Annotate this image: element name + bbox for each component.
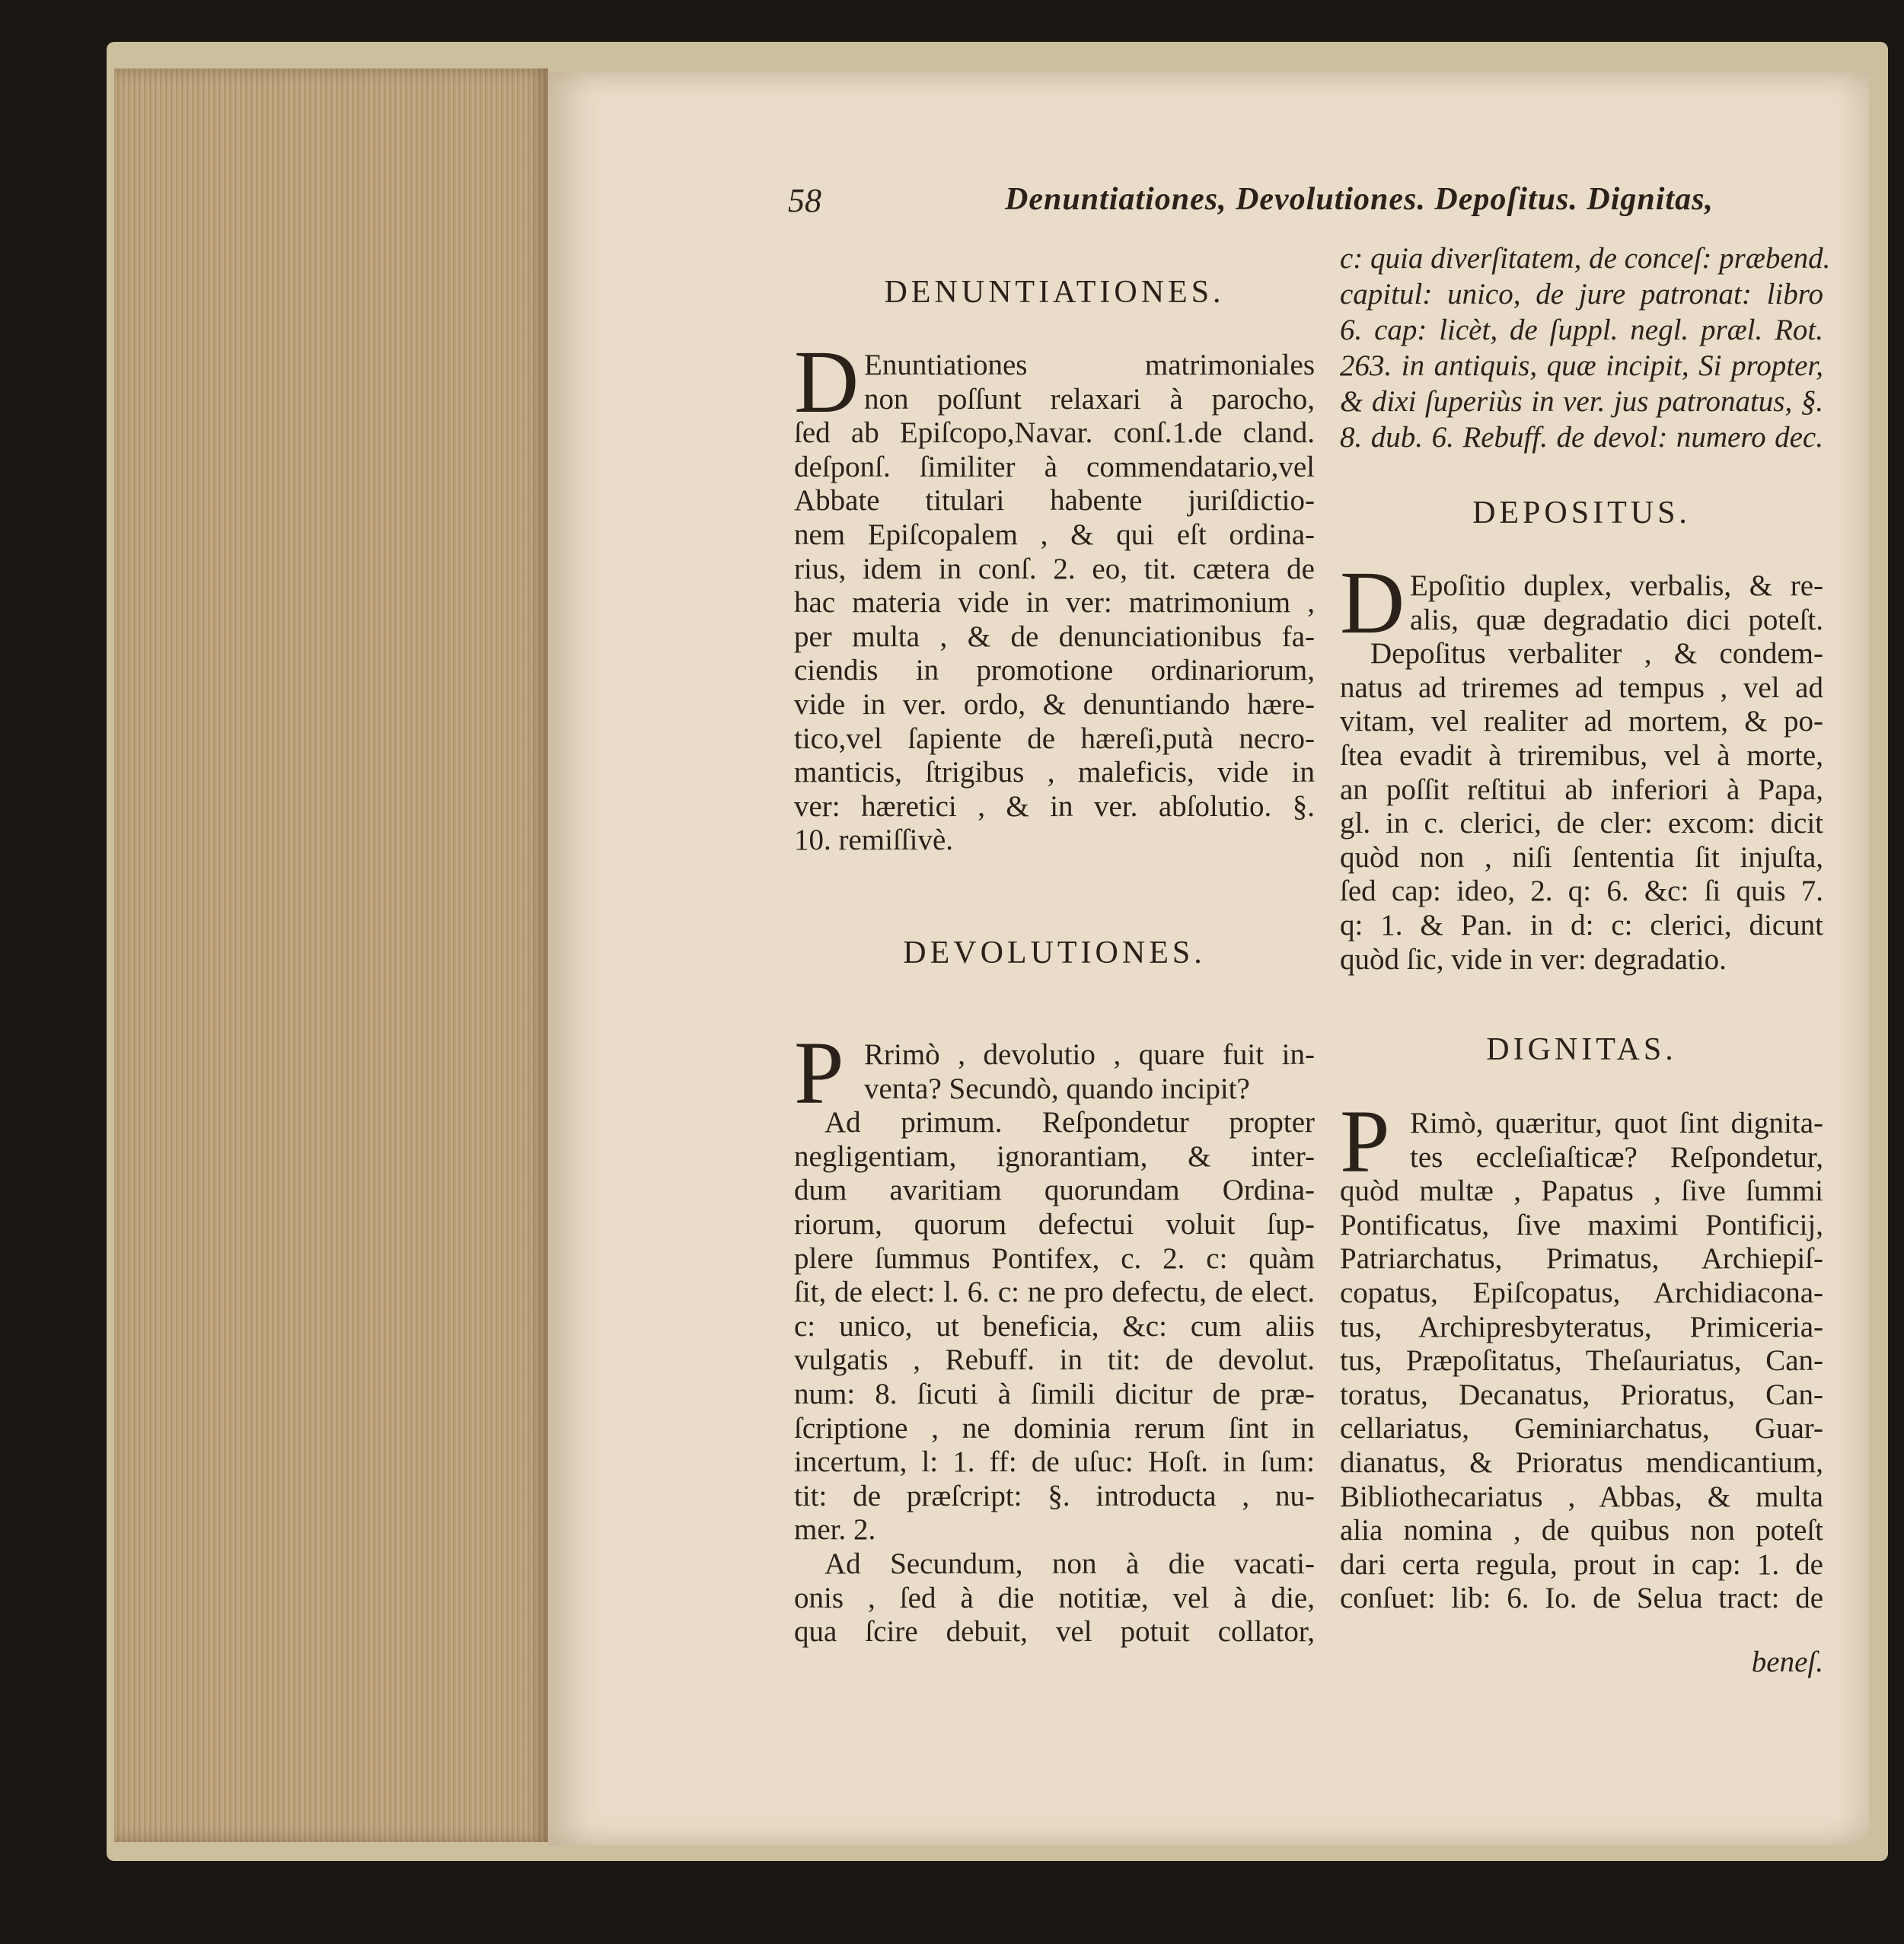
text-line: gl. in c. clerici, de cler: excom: dicit [1340,807,1823,840]
text-line: Bibliothecariatus , Abbas, & multa [1340,1480,1823,1513]
text-line: Rrimò , devolutio , quare fuit in- [864,1038,1315,1071]
text-line: Enuntiationes matrimoniales [864,349,1315,381]
text-line: dari certa regula, prout in cap: 1. de [1340,1547,1823,1581]
text-line: manticis, ſtrigibus , maleficis, vide in [794,756,1315,789]
text-line: rius, idem in conſ. 2. eo, tit. cætera de [794,552,1315,585]
text-line: Depoſitus verbaliter , & condem- [1370,637,1823,671]
section-heading-denuntiationes: DENUNTIATIONES. [884,275,1225,310]
text-line: q: 1. & Pan. in d: c: clerici, dicunt [1340,909,1823,942]
text-line: ſtea evadit à triremibus, vel à morte, [1340,739,1823,772]
text-line: c: unico, ut beneficia, &c: cum aliis [794,1309,1315,1343]
section-heading-depositus: DEPOSITUS. [1472,496,1691,531]
text-line: plere ſummus Pontifex, c. 2. c: quàm [794,1241,1315,1275]
running-head: Denuntiationes, Devolutiones. Depoſitus. Dignitas, [1005,182,1714,217]
text-line: ver: hæretici , & in ver. abſolutio. §. [794,789,1315,823]
text-line: hac materia vide in ver: matrimonium , [794,586,1315,620]
text-line: 8. dub. 6. Rebuff. de devol: numero dec. [1340,421,1823,454]
page-number: 58 [788,182,821,219]
text-line: per multa , & de denunciationibus fa- [794,620,1315,653]
text-line: Pontificatus, ſive maximi Pontificij, [1340,1208,1823,1241]
text-line: qua ſcire debuit, vel potuit collator, [794,1615,1315,1649]
text-line: non poſſunt relaxari à parocho, [864,382,1315,416]
text-line: tit: de præſcript: §. introducta , nu- [794,1479,1315,1512]
text-line: capitul: unico, de jure patronat: libro [1340,278,1823,311]
text-line: Ad Secundum, non à die vacati- [824,1547,1315,1580]
text-line: 263. in antiquis, quæ incipit, Si propter, [1340,349,1823,382]
text-line: quòd ſic, vide in ver: degradatio. [1340,942,1727,976]
text-line: vitam, vel realiter ad mortem, & po- [1340,705,1823,738]
text-line: negligentiam, ignorantiam, & inter- [794,1139,1315,1173]
text-line: ſit, de elect: l. 6. c: ne pro defectu, de elect. [794,1276,1315,1309]
text-line: Epoſitio duplex, verbalis, & re- [1410,569,1823,602]
text-line: incertum, l: 1. ff: de uſuc: Hoſt. in ſum: [794,1445,1315,1479]
text-line: natus ad triremes ad tempus , vel ad [1340,671,1823,704]
text-line: nem Epiſcopalem , & qui eſt ordina- [794,518,1315,551]
section-heading-devolutiones: DEVOLUTIONES. [903,935,1206,970]
page-edges [114,69,548,1842]
text-line: Patriarchatus, Primatus, Archiepiſ- [1340,1242,1823,1276]
text-line: venta? Secundò, quando incipit? [864,1072,1250,1105]
text-line: alia nomina , de quibus non poteſt [1340,1514,1823,1547]
text-line: 10. remiſſivè. [794,824,954,857]
text-line: tus, Præpoſitatus, Theſauriatus, Can- [1340,1344,1823,1378]
text-line: cellariatus, Geminiarchatus, Guar- [1340,1412,1823,1445]
text-line: toratus, Decanatus, Prioratus, Can- [1340,1378,1823,1411]
catchword: beneſ. [1751,1646,1823,1678]
text-line: vulgatis , Rebuff. in tit: de devolut. [794,1343,1315,1377]
text-line: ciendis in promotione ordinariorum, [794,654,1315,687]
text-line: vide in ver. ordo, & denuntiando hære- [794,688,1315,721]
text-line: quòd non , niſi ſententia ſit injuſta, [1340,840,1823,874]
drop-cap: D [1340,553,1405,652]
text-line: Abbate titulari habente juriſdictio- [794,484,1315,518]
text-line: ſed cap: ideo, 2. q: 6. &c: ſi quis 7. [1340,875,1823,908]
text-line: ſcriptione , ne dominia rerum ſint in [794,1411,1315,1445]
text-line: ſed ab Epiſcopo,Navar. conſ.1.de cland. [794,416,1315,450]
text-line: alis, quæ degradatio dici poteſt. [1410,603,1823,636]
text-line: mer. 2. [794,1513,876,1547]
text-line: dum avaritiam quorundam Ordina- [794,1174,1315,1207]
text-line: tus, Archipresbyteratus, Primiceria- [1340,1310,1823,1343]
text-line: & dixi ſuperiùs in ver. jus patronatus, §. [1340,385,1823,418]
drop-cap: P [1340,1092,1390,1191]
text-line: 6. cap: licèt, de ſuppl. negl. præl. Rot. [1340,314,1823,346]
drop-cap: P [794,1023,844,1123]
text-line: tico,vel ſapiente de hæreſi,putà necro- [794,722,1315,755]
text-line: Ad primum. Reſpondetur propter [824,1106,1315,1139]
text-line: c: quia diverſitatem, de conceſ: præbend. [1340,242,1831,275]
text-line: onis , ſed à die notitiæ, vel à die, [794,1581,1315,1614]
text-line: tes eccleſiaſticæ? Reſpondetur, [1410,1140,1823,1174]
text-line: deſponſ. ſimiliter à commendatario,vel [794,450,1315,483]
drop-cap: D [794,332,860,432]
text-line: dianatus, & Prioratus mendicantium, [1340,1446,1823,1479]
text-line: num: 8. ſicuti à ſimili dicitur de præ- [794,1378,1315,1410]
section-heading-dignitas: DIGNITAS. [1486,1032,1677,1067]
text-line: quòd multæ , Papatus , ſive ſummi [1340,1174,1823,1208]
text-line: an poſſit reſtitui ab inferiori à Papa, [1340,773,1823,806]
text-line: copatus, Epiſcopatus, Archidiacona- [1340,1276,1823,1309]
text-line: riorum, quorum defectui voluit ſup- [794,1208,1315,1241]
text-line: Rimò, quæritur, quot ſint dignita- [1410,1107,1823,1139]
text-line: conſuet: lib: 6. Io. de Selua tract: de [1340,1582,1823,1615]
